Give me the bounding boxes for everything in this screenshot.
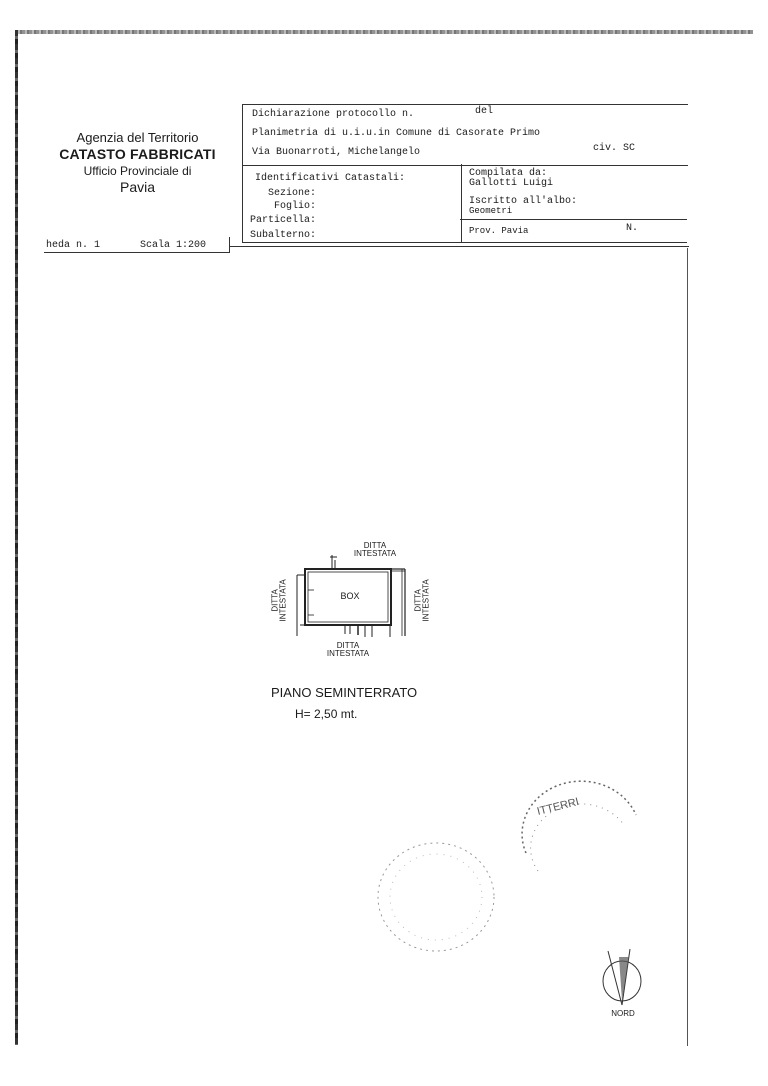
civico-text: civ. SC [593,143,636,154]
plan-label-bottom-line1: DITTA [336,641,360,650]
plan-label-right-line1: DITTA [413,589,423,612]
n-label: N. [626,223,639,234]
room-label: BOX [340,591,360,601]
office-label: Ufficio Provinciale di [83,163,192,178]
north-label: NORD [611,1009,635,1018]
albo-value: Geometri [469,206,513,216]
header-bottom-line [229,246,689,247]
floor-title: PIANO SEMINTERRATO [271,685,418,700]
compilata-name: Gallotti Luigi [469,178,554,189]
dichiarazione-label: Dichiarazione protocollo n. [252,109,415,120]
subalterno-label: Subalterno: [250,230,317,241]
compilata-divider [460,219,687,220]
floor-height: H= 2,50 mt. [295,707,358,721]
stamp-seal-left [358,832,518,972]
plan-label-left-line2: INTESTATA [279,579,288,622]
identificativi-title: Identificativi Catastali: [255,173,406,184]
plan-label-left [272,575,289,625]
sezione-label: Sezione: [268,188,317,199]
plan-label-bottom-line2: INTESTATA [326,649,370,658]
svg-text:ITTERRI: ITTERRI [535,795,581,818]
compilata-label: Compilata da: [469,168,548,179]
plan-label-bottom [318,642,378,658]
iscritto-label: Iscritto all'albo: [469,196,578,207]
plan-label-right-line2: INTESTATA [422,579,431,622]
via-text: Via Buonarroti, Michelangelo [252,147,421,158]
scheda-label: heda n. 1 [46,240,101,251]
plan-label-top-line2: INTESTATA [353,549,397,558]
plan-label-left-line1: DITTA [270,589,280,612]
foglio-label: Foglio: [274,201,317,212]
plan-label-right [415,575,432,625]
prov-label: Prov. Pavia [469,226,529,236]
planimetria-text: Planimetria di u.i.u.in Comune di Casorate Primo [252,128,541,139]
scan-top-edge [15,30,753,34]
catasto-title: CATASTO FABBRICATI [59,146,216,163]
particella-label: Particella: [250,215,317,226]
plan-label-top-line1: DITTA [363,541,387,550]
agency-block [45,130,230,196]
scala-label: Scala 1:200 [140,240,207,251]
scan-left-edge [15,30,18,1045]
stamp-seal-right [508,775,648,885]
agency-name: Agenzia del Territorio [76,130,199,145]
frame-right-line [687,248,688,1046]
province-name: Pavia [119,178,156,195]
del-label: del [475,106,494,117]
plan-label-top [345,542,405,558]
